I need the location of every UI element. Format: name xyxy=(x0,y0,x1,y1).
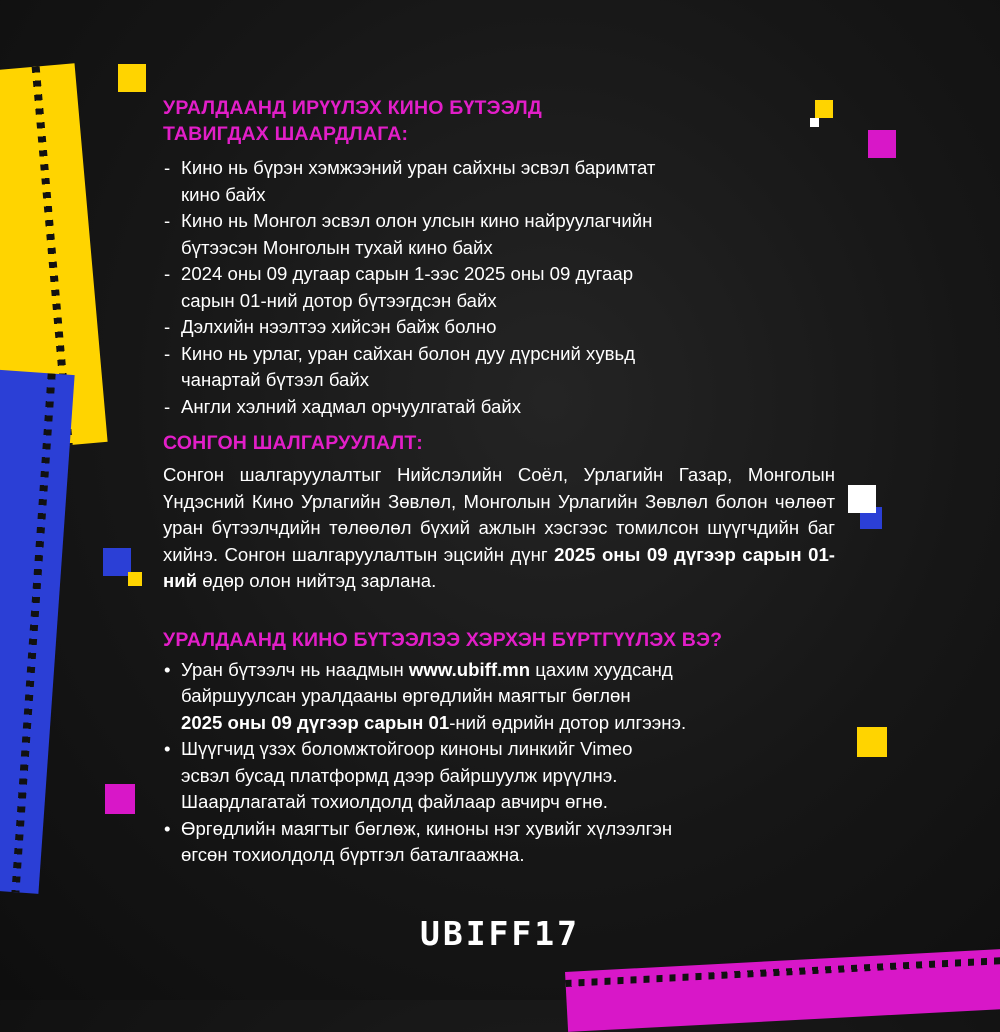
magenta-film-strip xyxy=(565,945,1000,1032)
item-text: байршуулсан уралдааны өргөдлийн маягтыг бөглөн xyxy=(181,685,631,706)
item-text: кино байх xyxy=(181,183,266,205)
requirements-list xyxy=(163,155,835,420)
item-text: -ний өдрийн дотор илгээнэ. xyxy=(449,711,687,733)
item-text: Англи хэлний хадмал орчуулгатай байх xyxy=(181,395,522,417)
item-text: Кино нь бүрэн хэмжээний уран сайхны эсвэл баримтат xyxy=(181,157,656,178)
item-text: Дэлхийн нээлтээ хийсэн байж болно xyxy=(181,316,497,337)
list-item xyxy=(163,155,835,208)
selection-paragraph xyxy=(163,462,835,595)
blue-film-strip xyxy=(0,365,75,894)
bullet-marker: • xyxy=(164,658,171,680)
yellow-square xyxy=(857,727,887,757)
magenta-square xyxy=(105,784,135,814)
dash-marker: - xyxy=(164,263,171,284)
item-text: сарын 01-ний дотор бүтээгдсэн байх xyxy=(181,289,497,311)
heading-line: ТАВИГДАХ ШААРДЛАГА: xyxy=(163,123,409,145)
white-square xyxy=(848,485,876,513)
registration-list xyxy=(163,657,835,869)
date-highlight: 2025 оны 09 дүгээр сарын 01 xyxy=(181,711,450,733)
item-text: 2024 оны 09 дугаар сарын 1-ээс 2025 оны 09 дугаар xyxy=(181,263,634,284)
dash-marker: - xyxy=(164,157,171,178)
list-item xyxy=(163,816,835,869)
dash-marker: - xyxy=(164,395,171,417)
list-item xyxy=(163,341,835,394)
list-item xyxy=(163,261,835,314)
item-text: Шүүгчид үзэх боломжтойгоор киноны линкийг Vimeo xyxy=(181,738,633,759)
item-text: эсвэл бусад платформд дээр байршуулж ирүүлнэ. xyxy=(181,764,618,786)
bullet-marker: • xyxy=(164,738,171,759)
bullet-marker: • xyxy=(164,817,171,839)
requirements-heading xyxy=(163,95,835,147)
blue-square xyxy=(103,548,131,576)
registration-heading: УРАЛДААНД КИНО БҮТЭЭЛЭЭ ХЭРХЭН БҮРТГҮҮЛЭХ ВЭ? xyxy=(163,628,723,651)
item-text: Кино нь Монгол эсвэл олон улсын кино найруулагчийн xyxy=(181,210,653,231)
magenta-square xyxy=(868,130,896,158)
item-text: Шаардлагатай тохиолдолд файлаар авчирч өгнө. xyxy=(181,791,608,812)
list-item xyxy=(163,657,835,737)
item-text: бүтээсэн Монголын тухай кино байх xyxy=(181,236,493,258)
yellow-square xyxy=(128,572,142,586)
dash-marker: - xyxy=(164,342,171,364)
list-item xyxy=(163,208,835,261)
list-item xyxy=(163,394,835,421)
item-text: Уран бүтээлч нь наадмын xyxy=(181,658,409,680)
dash-marker: - xyxy=(164,210,171,231)
date-highlight: 2025 оны 09 дүгээр сарын 01-ний xyxy=(163,543,835,591)
item-text: чанартай бүтээл байх xyxy=(181,369,370,390)
main-content xyxy=(163,95,835,869)
yellow-square xyxy=(118,64,146,92)
dash-marker: - xyxy=(164,316,171,337)
list-item xyxy=(163,736,835,816)
item-text: Кино нь урлаг, уран сайхан болон дуу дүрсний хувьд xyxy=(181,342,636,364)
website-link[interactable]: www.ubiff.mn xyxy=(408,658,531,680)
heading-line: УРАЛДААНД ИРҮҮЛЭХ КИНО БҮТЭЭЛД xyxy=(163,97,543,119)
paragraph-text: өдөр олон нийтэд зарлана. xyxy=(197,570,437,591)
selection-heading: СОНГОН ШАЛГАРУУЛАЛТ: xyxy=(163,432,423,454)
item-text: өгсөн тохиолдолд бүртгэл баталгаажна. xyxy=(181,844,525,865)
list-item xyxy=(163,314,835,341)
item-text: цахим хуудсанд xyxy=(530,658,673,680)
item-text: Өргөдлийн маягтыг бөглөж, киноны нэг хувийг хүлээлгэн xyxy=(181,817,673,839)
paragraph-text: Сонгон шалгаруулалтыг Нийслэлийн Соёл, Урлагийн Газар, Монголын Үндэсний Кино Урлагийн Зөвлөл, Монголын Урлагийн Зөвлөл болон чөлөөт уран бүтээлчдийн төлөөлөл бүхий ажлын хэсгээс томилсон шүүгчдийн баг хийнэ. Сонгон шалгаруулалтын эцсийн дүнг xyxy=(163,464,835,565)
festival-logo: UBIFF17 xyxy=(419,914,581,953)
